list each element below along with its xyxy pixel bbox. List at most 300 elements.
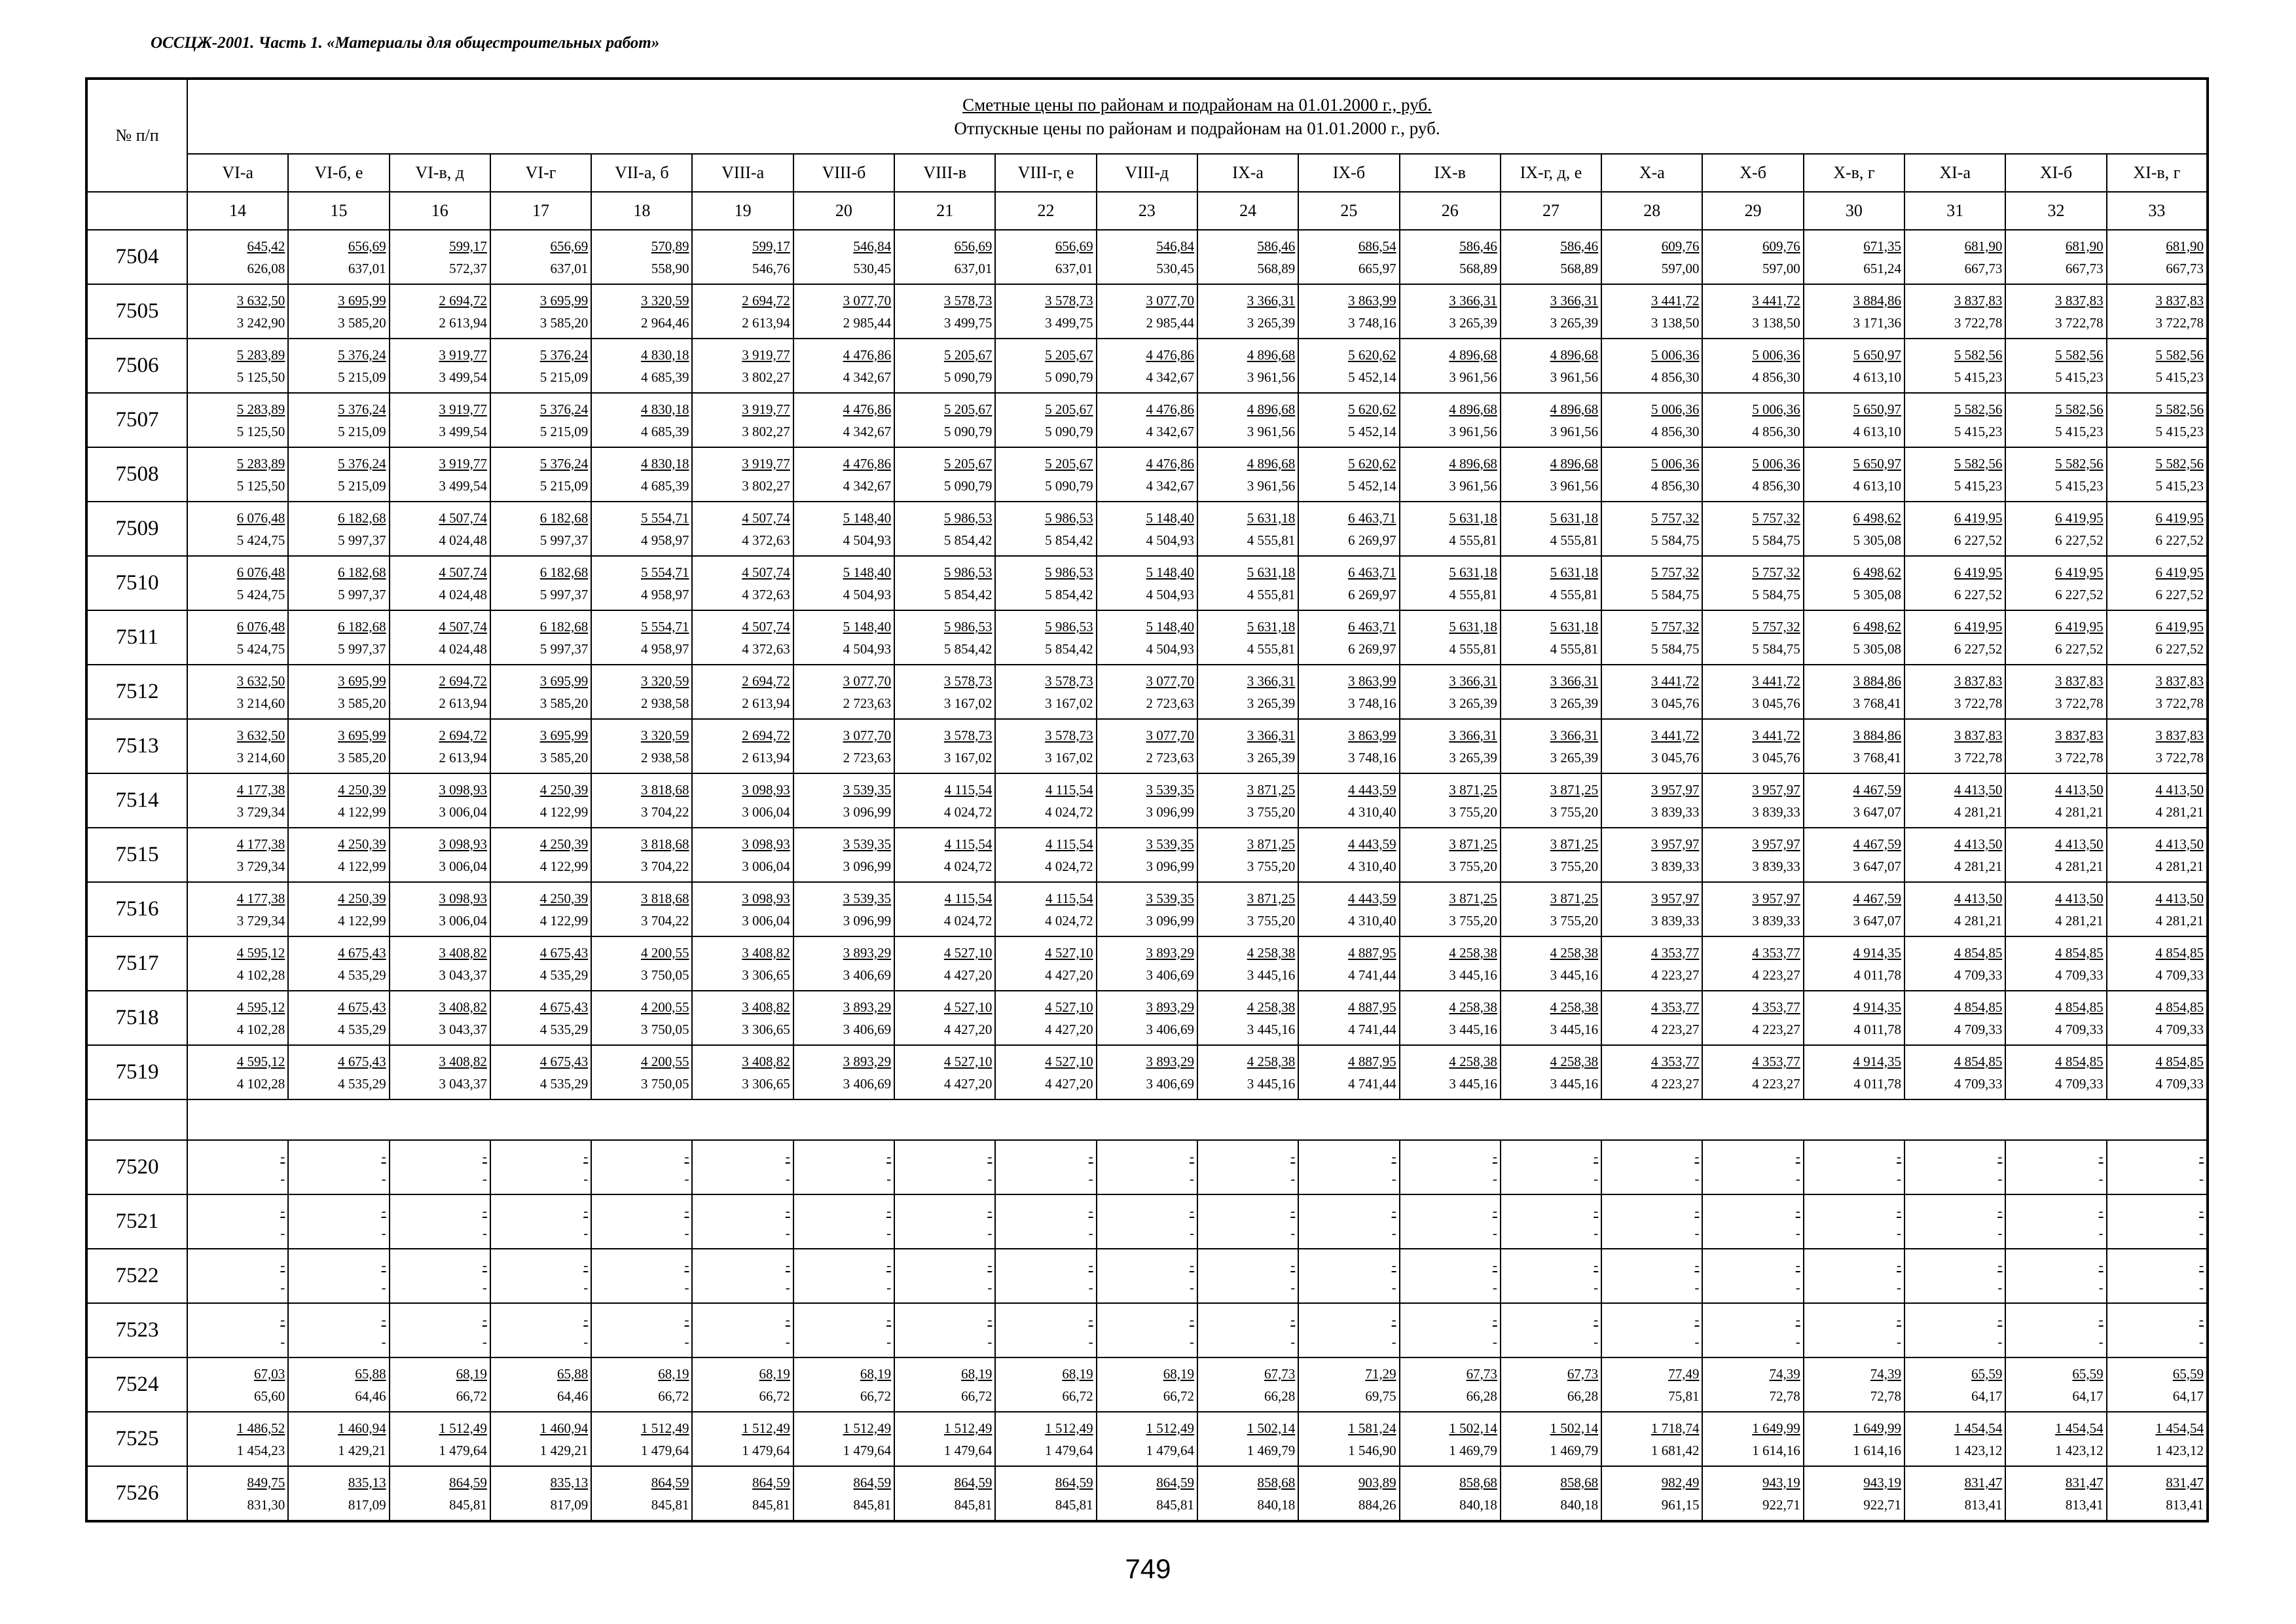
price-cell [591,556,692,610]
price-cell [1197,1249,1298,1303]
estimated-price: 864,59 [651,1474,689,1490]
price-cell [187,230,288,284]
estimated-price: 864,59 [853,1474,892,1490]
release-price: 530,45 [853,260,892,276]
release-price: 3 265,39 [1247,749,1296,766]
price-cell [2107,1194,2208,1249]
price-cell [894,1303,995,1357]
price-cell [995,339,1096,393]
estimated-price: 5 631,18 [1550,564,1599,580]
price-cell [390,991,490,1045]
release-price: - [1088,1279,1093,1295]
release-price: - [583,1279,589,1295]
estimated-price: - [2098,1148,2104,1164]
estimated-price: 3 578,73 [943,292,993,308]
price-cell [1804,1194,1904,1249]
release-price: 3 748,16 [1348,695,1396,711]
estimated-price: - [1997,1202,2003,1219]
release-price: 6 227,52 [1954,586,2003,602]
row-number: 7526 [86,1466,187,1521]
price-cell [1298,502,1399,556]
price-cell [995,1194,1096,1249]
estimated-price: - [2199,1148,2204,1164]
estimated-price: 4 258,38 [1247,999,1296,1015]
price-cell [894,1140,995,1194]
price-cell [2005,1466,2106,1521]
release-price: 4 223,27 [1752,1021,1800,1037]
release-price: - [280,1279,285,1295]
estimated-price: 2 694,72 [439,727,487,743]
estimated-price: 5 986,53 [943,618,993,635]
price-cell [793,882,894,936]
price-cell [2107,556,2208,610]
release-price: 5 415,23 [2055,423,2104,439]
release-price: - [2098,1279,2104,1295]
estimated-price: 656,69 [954,238,993,254]
release-price: 4 011,78 [1853,1075,1902,1092]
price-cell [1601,393,1702,447]
release-price: 3 096,99 [1146,912,1194,929]
price-cell [793,1140,894,1194]
price-cell [1804,284,1904,339]
estimated-price: 68,19 [456,1365,487,1382]
estimated-price: 3 957,97 [1650,781,1700,798]
release-price: 3 722,78 [1954,749,2003,766]
estimated-price: 3 366,31 [1449,673,1497,689]
estimated-price: 6 182,68 [338,618,386,635]
release-price: - [2098,1170,2104,1187]
price-cell [793,447,894,502]
estimated-price: - [684,1202,689,1219]
estimated-price: 3 871,25 [1550,890,1599,906]
price-cell [1904,447,2005,502]
estimated-price: 68,19 [1163,1365,1194,1382]
price-cell [1702,393,1803,447]
price-cell [1400,610,1501,665]
estimated-price: 1 486,52 [236,1420,285,1436]
price-cell [288,1412,389,1466]
estimated-price: 5 554,71 [640,564,689,580]
estimated-price: - [1997,1257,2003,1273]
release-price: 817,09 [550,1496,589,1513]
estimated-price: 4 476,86 [1146,401,1194,417]
price-cell [894,991,995,1045]
price-cell [490,502,591,556]
estimated-price: 4 914,35 [1853,1053,1902,1069]
price-table [85,77,2209,1522]
release-price: - [987,1225,993,1241]
release-price: 2 723,63 [843,749,892,766]
estimated-price: - [2098,1311,2104,1327]
estimated-price: 5 582,56 [2155,455,2204,471]
release-price: 4 427,20 [943,967,993,983]
estimated-price: 4 443,59 [1348,890,1396,906]
estimated-price: 586,46 [1560,238,1599,254]
price-cell [1197,610,1298,665]
price-cell [1097,936,1197,991]
release-price: - [1997,1333,2003,1350]
estimated-price: 4 250,39 [539,890,589,906]
price-cell [2005,610,2106,665]
price-cell [1400,991,1501,1045]
estimated-price: 4 914,35 [1853,999,1902,1015]
release-price: 5 424,75 [236,586,285,602]
release-price: 3 755,20 [1550,803,1599,820]
estimated-price: 1 512,49 [640,1420,689,1436]
price-cell [2005,339,2106,393]
price-cell [1298,882,1399,936]
price-cell [1702,1140,1803,1194]
price-cell [1501,1412,1601,1466]
estimated-price: 4 476,86 [843,401,892,417]
release-price: 3 647,07 [1853,858,1902,874]
region-header: IX-а [1197,154,1298,192]
price-cell [1097,719,1197,773]
release-price: 3 961,56 [1247,369,1296,385]
price-cell [490,828,591,882]
price-cell [1804,339,1904,393]
release-price: 5 415,23 [2155,423,2204,439]
estimated-price: 943,19 [1762,1474,1800,1490]
release-price: 3 768,41 [1853,695,1902,711]
price-cell [2005,1357,2106,1412]
release-price: 4 504,93 [1146,640,1194,657]
estimated-price: - [583,1257,589,1273]
price-cell [187,1357,288,1412]
estimated-price: - [987,1311,993,1327]
release-price: 3 755,20 [1247,912,1296,929]
release-price: 2 964,46 [640,314,689,331]
release-price: 6 269,97 [1348,640,1396,657]
price-cell [1197,773,1298,828]
estimated-price: 4 413,50 [1954,890,2003,906]
estimated-price: 4 595,12 [236,1053,285,1069]
estimated-price: 4 675,43 [539,999,589,1015]
release-price: 3 802,27 [742,423,790,439]
release-price: 5 215,09 [338,423,386,439]
estimated-price: 4 854,85 [2055,1053,2104,1069]
price-cell [1197,1045,1298,1099]
price-cell [1601,1303,1702,1357]
price-cell [1097,1303,1197,1357]
release-price: 4 856,30 [1650,423,1700,439]
release-price: - [785,1225,790,1241]
release-price: 3 306,65 [742,967,790,983]
price-cell [1904,502,2005,556]
estimated-price: 4 476,86 [1146,346,1194,363]
estimated-price: 4 527,10 [943,1053,993,1069]
estimated-price: 4 854,85 [2155,1053,2204,1069]
row-number: 7519 [86,1045,187,1099]
price-cell [490,882,591,936]
price-cell [1702,339,1803,393]
estimated-price: 681,90 [2166,238,2204,254]
price-cell [591,719,692,773]
table-row [86,773,2208,828]
estimated-price: 4 115,54 [1045,836,1093,852]
price-cell [692,1045,793,1099]
release-price: 1 469,79 [1449,1442,1497,1458]
price-cell [1400,1303,1501,1357]
release-price: 3 138,50 [1650,314,1700,331]
release-price: - [987,1333,993,1350]
price-cell [995,1045,1096,1099]
header-row-title [86,79,2208,154]
estimated-price: 1 649,99 [1853,1420,1902,1436]
release-price: 3 445,16 [1550,1021,1599,1037]
release-price: 4 122,99 [338,912,386,929]
release-price: 5 997,37 [539,586,589,602]
estimated-price: 5 757,32 [1752,509,1800,526]
price-cell [793,719,894,773]
release-price: 6 227,52 [1954,532,2003,548]
price-cell [1400,1357,1501,1412]
release-price: 4 310,40 [1348,912,1396,929]
release-price: 3 839,33 [1650,803,1700,820]
price-cell [1197,828,1298,882]
price-cell [1501,1194,1601,1249]
estimated-price: 5 986,53 [1045,509,1093,526]
price-cell [288,230,389,284]
price-cell [1097,556,1197,610]
estimated-price: 3 366,31 [1449,727,1497,743]
release-price: - [280,1333,285,1350]
price-cell [793,828,894,882]
estimated-price: 4 854,85 [1954,1053,2003,1069]
row-number: 7520 [86,1140,187,1194]
price-cell [1298,1140,1399,1194]
price-cell [1197,1466,1298,1521]
release-price: 3 722,78 [2055,695,2104,711]
estimated-price: 864,59 [954,1474,993,1490]
price-cell [591,393,692,447]
release-price: 6 269,97 [1348,532,1396,548]
estimated-price: - [1694,1202,1700,1219]
release-price: - [684,1225,689,1241]
release-price: 5 415,23 [2155,477,2204,494]
price-cell [1501,665,1601,719]
release-price: 3 499,54 [439,423,487,439]
price-cell [793,339,894,393]
price-cell [1298,1303,1399,1357]
price-cell [894,1194,995,1249]
price-cell [995,284,1096,339]
estimated-price: - [2199,1311,2204,1327]
release-price: 667,73 [2166,260,2204,276]
price-cell [1501,610,1601,665]
release-price: 75,81 [1668,1388,1700,1404]
estimated-price: 3 441,72 [1650,292,1700,308]
estimated-price: - [583,1148,589,1164]
price-cell [187,719,288,773]
price-cell [591,339,692,393]
release-price: 3 043,37 [439,1021,487,1037]
release-price: 5 584,75 [1650,586,1700,602]
row-number: 7514 [86,773,187,828]
estimated-price: 5 631,18 [1247,509,1296,526]
price-cell [1804,556,1904,610]
estimated-price: 3 408,82 [439,1053,487,1069]
price-cell [2107,936,2208,991]
release-price: 6 227,52 [2055,532,2104,548]
release-price: 3 096,99 [1146,858,1194,874]
estimated-price: 864,59 [1055,1474,1093,1490]
release-price: 922,71 [1762,1496,1800,1513]
estimated-price: 3 919,77 [439,455,487,471]
separator-cell [86,1099,187,1140]
release-price: 3 802,27 [742,477,790,494]
release-price: 1 479,64 [843,1442,892,1458]
estimated-price: 5 376,24 [338,455,386,471]
release-price: 813,41 [2065,1496,2104,1513]
table-row [86,828,2208,882]
estimated-price: 5 757,32 [1752,564,1800,580]
price-cell [2107,1303,2208,1357]
price-cell [1501,230,1601,284]
price-cell [1601,502,1702,556]
price-cell [1904,1303,2005,1357]
table-row [86,882,2208,936]
estimated-price: - [785,1202,790,1219]
estimated-price: 5 582,56 [2155,346,2204,363]
estimated-price: 3 077,70 [843,292,892,308]
release-price: 3 585,20 [338,314,386,331]
table-title [187,79,2208,154]
estimated-price: - [1290,1148,1296,1164]
price-cell [288,1303,389,1357]
release-price: 4 342,67 [1146,369,1194,385]
estimated-price: 5 631,18 [1449,509,1497,526]
price-cell [692,502,793,556]
release-price: 3 214,60 [236,749,285,766]
price-cell [1097,1412,1197,1466]
release-price: 4 427,20 [1045,967,1093,983]
release-price: 1 479,64 [1045,1442,1093,1458]
release-price: 3 167,02 [943,749,993,766]
price-cell [1601,556,1702,610]
release-price: 2 613,94 [742,749,790,766]
price-cell [995,447,1096,502]
price-cell [1804,828,1904,882]
price-cell [490,284,591,339]
table-row [86,991,2208,1045]
price-cell [1601,447,1702,502]
estimated-price: 4 413,50 [2155,836,2204,852]
release-price: 4 504,93 [1146,586,1194,602]
release-price: 3 167,02 [943,695,993,711]
release-price: 66,72 [759,1388,790,1404]
release-price: 1 479,64 [742,1442,790,1458]
price-cell [1197,556,1298,610]
price-cell [2005,665,2106,719]
price-cell [2107,1357,2208,1412]
estimated-price: 5 283,89 [236,401,285,417]
release-price: 5 854,42 [943,640,993,657]
release-price: - [684,1279,689,1295]
region-header: VIII-б [793,154,894,192]
estimated-price: 3 539,35 [1146,890,1194,906]
column-number: 26 [1400,192,1501,230]
release-price: - [381,1333,386,1350]
price-cell [894,1466,995,1521]
estimated-price: 3 863,99 [1348,673,1396,689]
price-cell [1702,284,1803,339]
release-price: 4 102,28 [236,1075,285,1092]
price-cell [2107,1466,2208,1521]
release-price: 3 445,16 [1550,1075,1599,1092]
release-price: 5 215,09 [338,369,386,385]
release-price: 4 024,72 [943,912,993,929]
price-cell [2005,936,2106,991]
release-price: 568,89 [1560,260,1599,276]
estimated-price: - [381,1148,386,1164]
release-price: 4 342,67 [1146,423,1194,439]
price-cell [1904,1045,2005,1099]
estimated-price: - [1694,1148,1700,1164]
estimated-price: 3 632,50 [236,292,285,308]
price-cell [187,882,288,936]
estimated-price: 5 620,62 [1348,346,1396,363]
estimated-price: 3 871,25 [1247,836,1296,852]
price-cell [793,284,894,339]
estimated-price: 5 582,56 [1954,401,2003,417]
price-cell [894,284,995,339]
price-cell [793,230,894,284]
column-number: 17 [490,192,591,230]
release-price: 845,81 [1156,1496,1194,1513]
price-cell [2005,1045,2106,1099]
price-cell [1702,665,1803,719]
release-price: 2 613,94 [742,314,790,331]
row-number: 7507 [86,393,187,447]
estimated-price: 5 631,18 [1449,618,1497,635]
release-price: 568,89 [1459,260,1497,276]
estimated-price: 3 695,99 [539,673,589,689]
price-cell [2107,1412,2208,1466]
estimated-price: 3 077,70 [843,727,892,743]
estimated-price: 3 957,97 [1650,836,1700,852]
price-cell [2107,1249,2208,1303]
release-price: 5 090,79 [943,369,993,385]
release-price: 3 961,56 [1449,477,1497,494]
release-price: - [785,1170,790,1187]
estimated-price: 5 757,32 [1650,509,1700,526]
release-price: 3 961,56 [1550,423,1599,439]
release-price: 69,75 [1365,1388,1396,1404]
release-price: 5 584,75 [1752,586,1800,602]
estimated-price: 5 650,97 [1853,455,1902,471]
release-price: 2 985,44 [1146,314,1194,331]
price-cell [1804,502,1904,556]
release-price: 3 647,07 [1853,912,1902,929]
release-price: 1 469,79 [1247,1442,1296,1458]
price-cell [490,1357,591,1412]
estimated-price: 3 871,25 [1449,890,1497,906]
price-cell [1298,1466,1399,1521]
region-header: VIII-г, е [995,154,1096,192]
release-price: - [381,1170,386,1187]
estimated-price: 4 476,86 [1146,455,1194,471]
release-price: 3 755,20 [1550,912,1599,929]
estimated-price: 4 353,77 [1650,1053,1700,1069]
estimated-price: 4 467,59 [1853,890,1902,906]
estimated-price: 546,84 [853,238,892,254]
price-cell [288,1466,389,1521]
release-price: 5 125,50 [236,369,285,385]
price-cell [1904,1194,2005,1249]
estimated-price: 3 366,31 [1550,292,1599,308]
release-price: 4 555,81 [1449,586,1497,602]
